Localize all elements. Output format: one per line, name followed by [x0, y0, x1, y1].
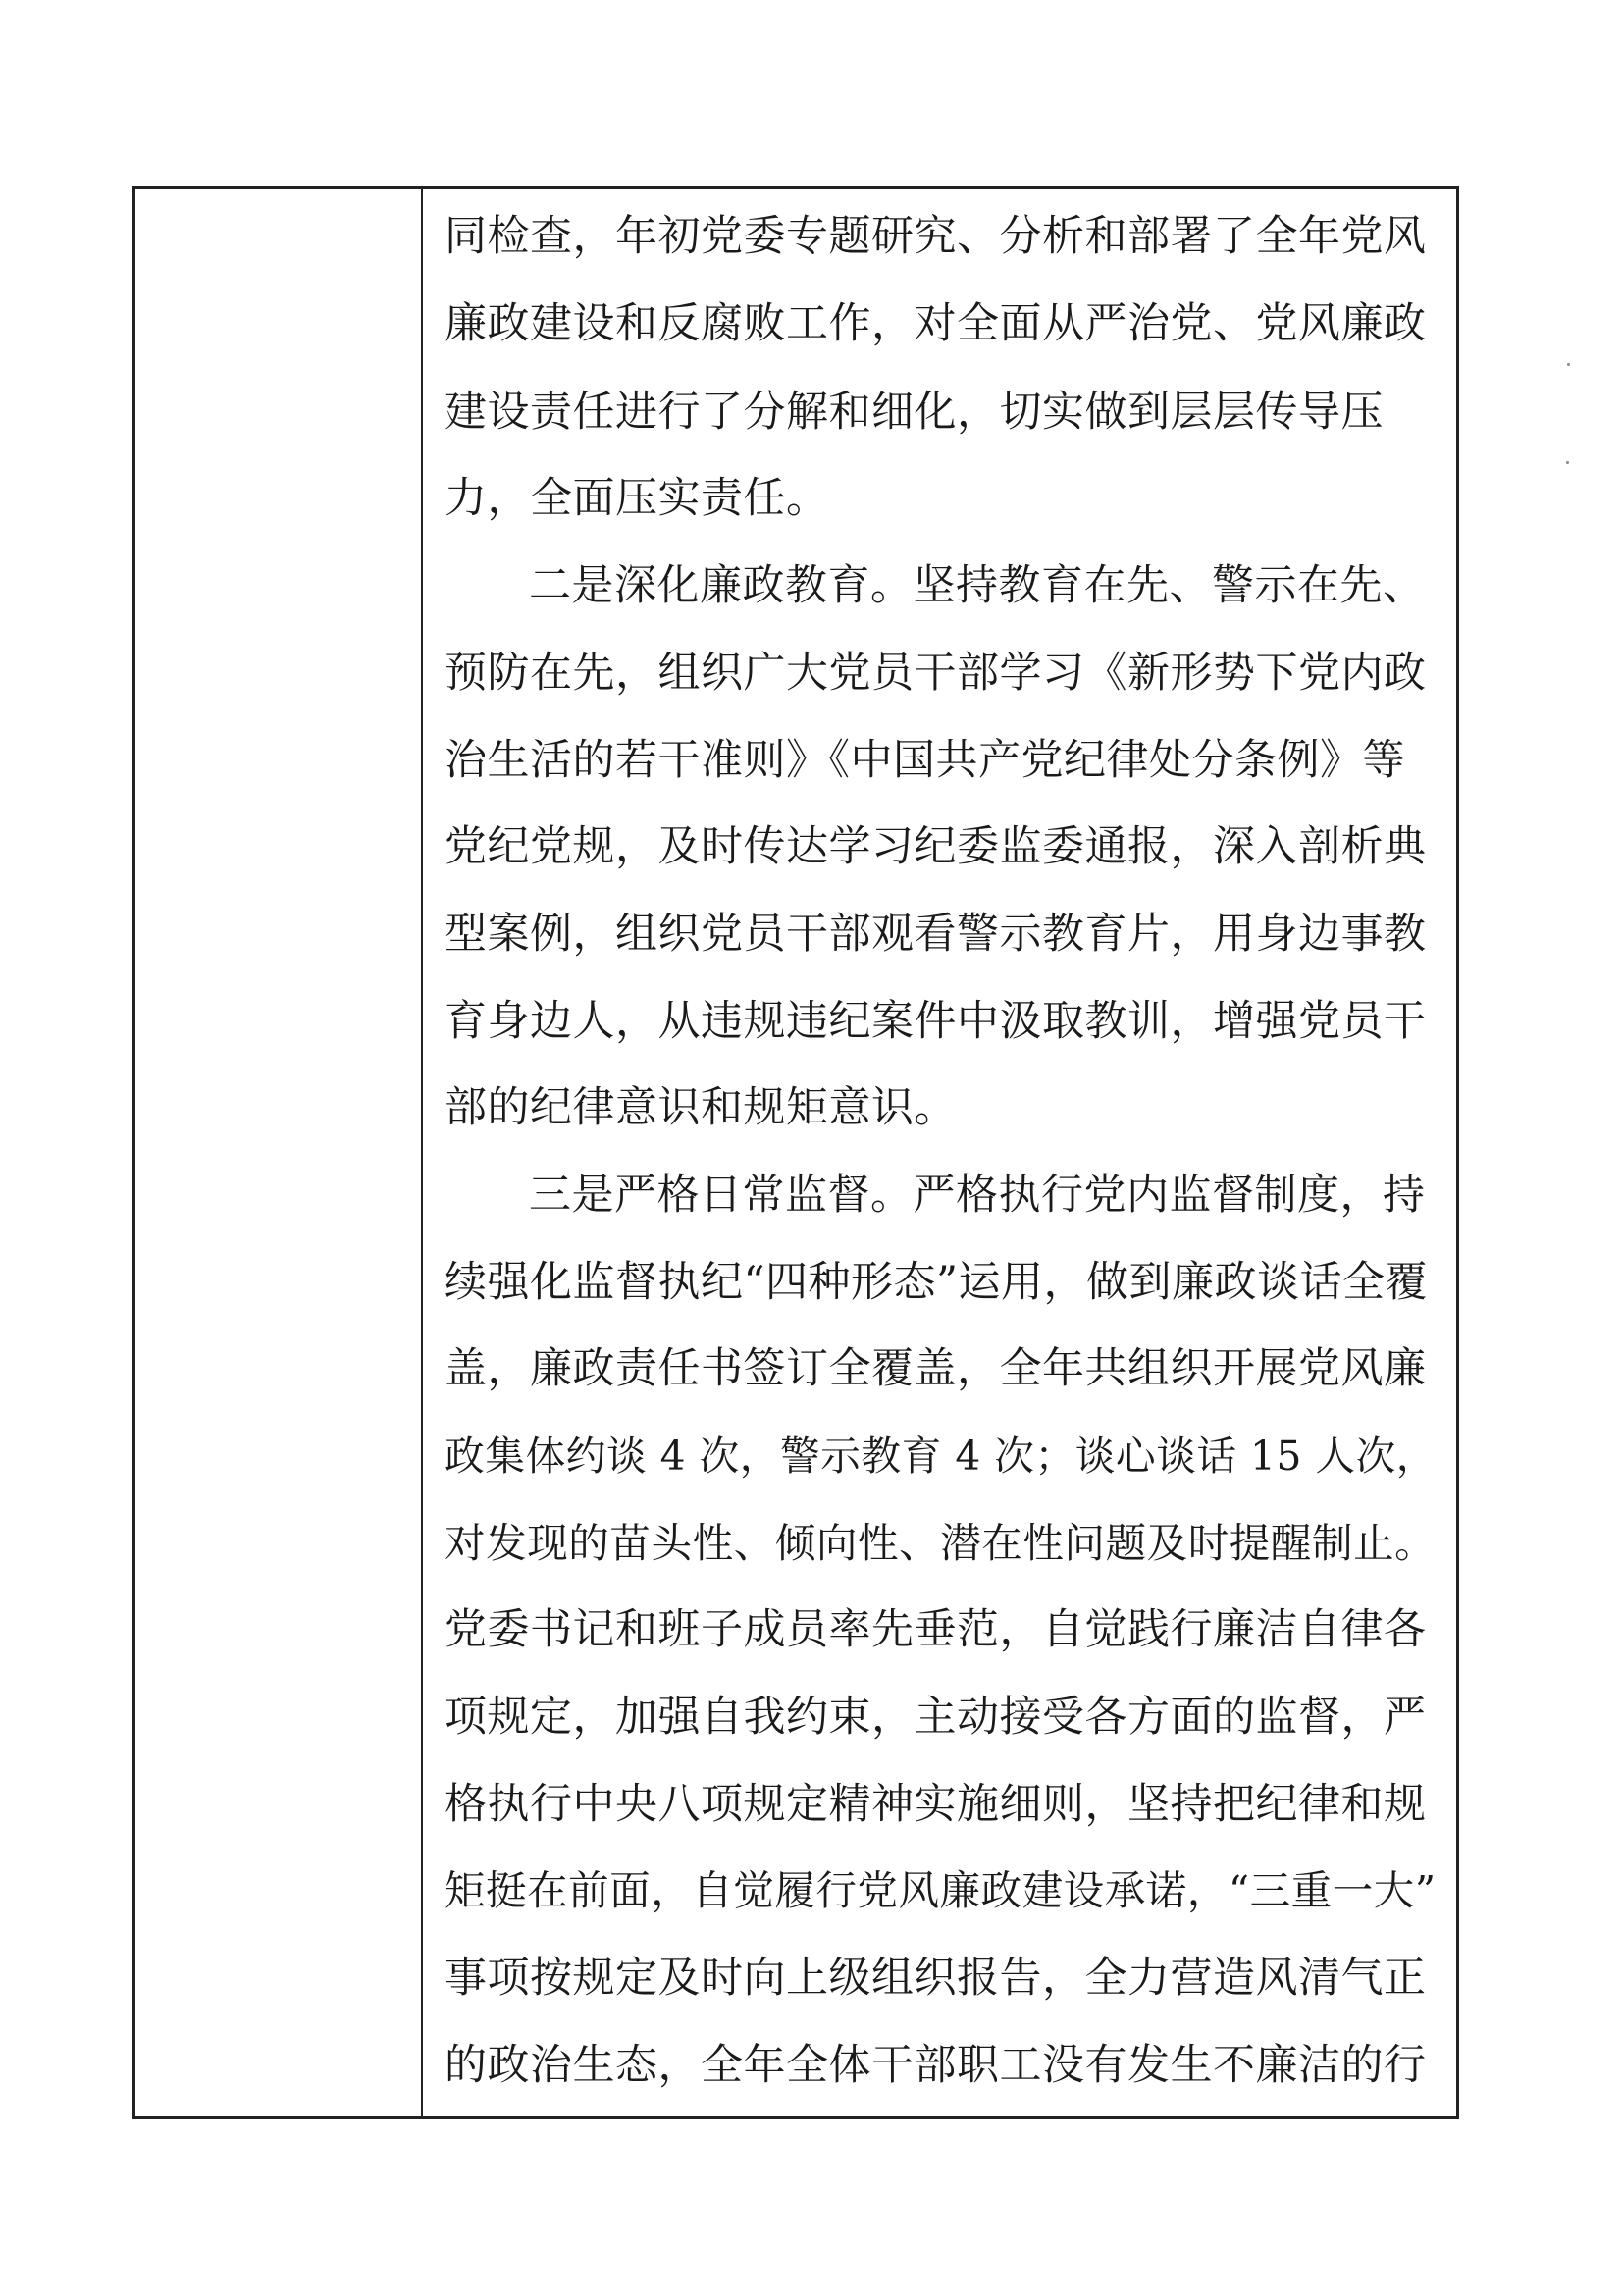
- text-line: 党委书记和班子成员率先垂范，自觉践行廉洁自律各: [445, 1605, 1427, 1654]
- text-line: 建设责任进行了分解和细化，切实做到层层传导压: [445, 388, 1384, 437]
- text-line: 政集体约谈 4 次，警示教育 4 次；谈心谈话 15 人次，: [445, 1433, 1438, 1480]
- text-line: 事项按规定及时向上级组织报告，全力营造风清气正: [445, 1954, 1427, 2003]
- text-line: 部的纪律意识和规矩意识。: [445, 1083, 957, 1132]
- text-line: 盖，廉政责任书签订全覆盖，全年共组织开展党风廉: [445, 1344, 1427, 1393]
- text-line: 的政治生态，全年全体干部职工没有发生不廉洁的行: [445, 2041, 1427, 2090]
- text-line: 矩挺在前面，自觉履行党风廉政建设承诺，“三重一大”: [445, 1866, 1437, 1914]
- scan-speck: [1567, 363, 1570, 366]
- text-line: 对发现的苗头性、倾向性、潜在性问题及时提醒制止。: [445, 1519, 1437, 1567]
- left-cell: [135, 189, 423, 2116]
- text-line: 治生活的若干准则》《中国共产党纪律处分条例》等: [445, 736, 1405, 785]
- text-line: 二是深化廉政教育。坚持教育在先、警示在先、: [529, 561, 1426, 610]
- text-line: 预防在先，组织广大党员干部学习《新形势下党内政: [445, 649, 1427, 698]
- text-line: 力，全面压实责任。: [445, 474, 829, 523]
- text-line: 型案例，组织党员干部观看警示教育片，用身边事教: [445, 910, 1427, 959]
- text-line: 项规定，加强自我约束，主动接受各方面的监督，严: [445, 1693, 1427, 1742]
- text-line: 党纪党规，及时传达学习纪委监委通报，深入剖析典: [445, 822, 1427, 871]
- scan-speck: [1566, 461, 1569, 464]
- text-line: 育身边人，从违规违纪案件中汲取教训，增强党员干: [445, 997, 1427, 1046]
- text-line: 廉政建设和反腐败工作，对全面从严治党、党风廉政: [445, 299, 1427, 348]
- text-line: 同检查，年初党委专题研究、分析和部署了全年党风: [445, 212, 1427, 261]
- text-line: 三是严格日常监督。严格执行党内监督制度，持: [529, 1171, 1426, 1220]
- content-cell: [423, 189, 1456, 2116]
- table-frame: [132, 186, 1459, 2119]
- text-line: 格执行中央八项规定精神实施细则，坚持把纪律和规: [445, 1780, 1427, 1829]
- text-line: 续强化监督执纪“四种形态”运用，做到廉政谈话全覆: [445, 1258, 1428, 1307]
